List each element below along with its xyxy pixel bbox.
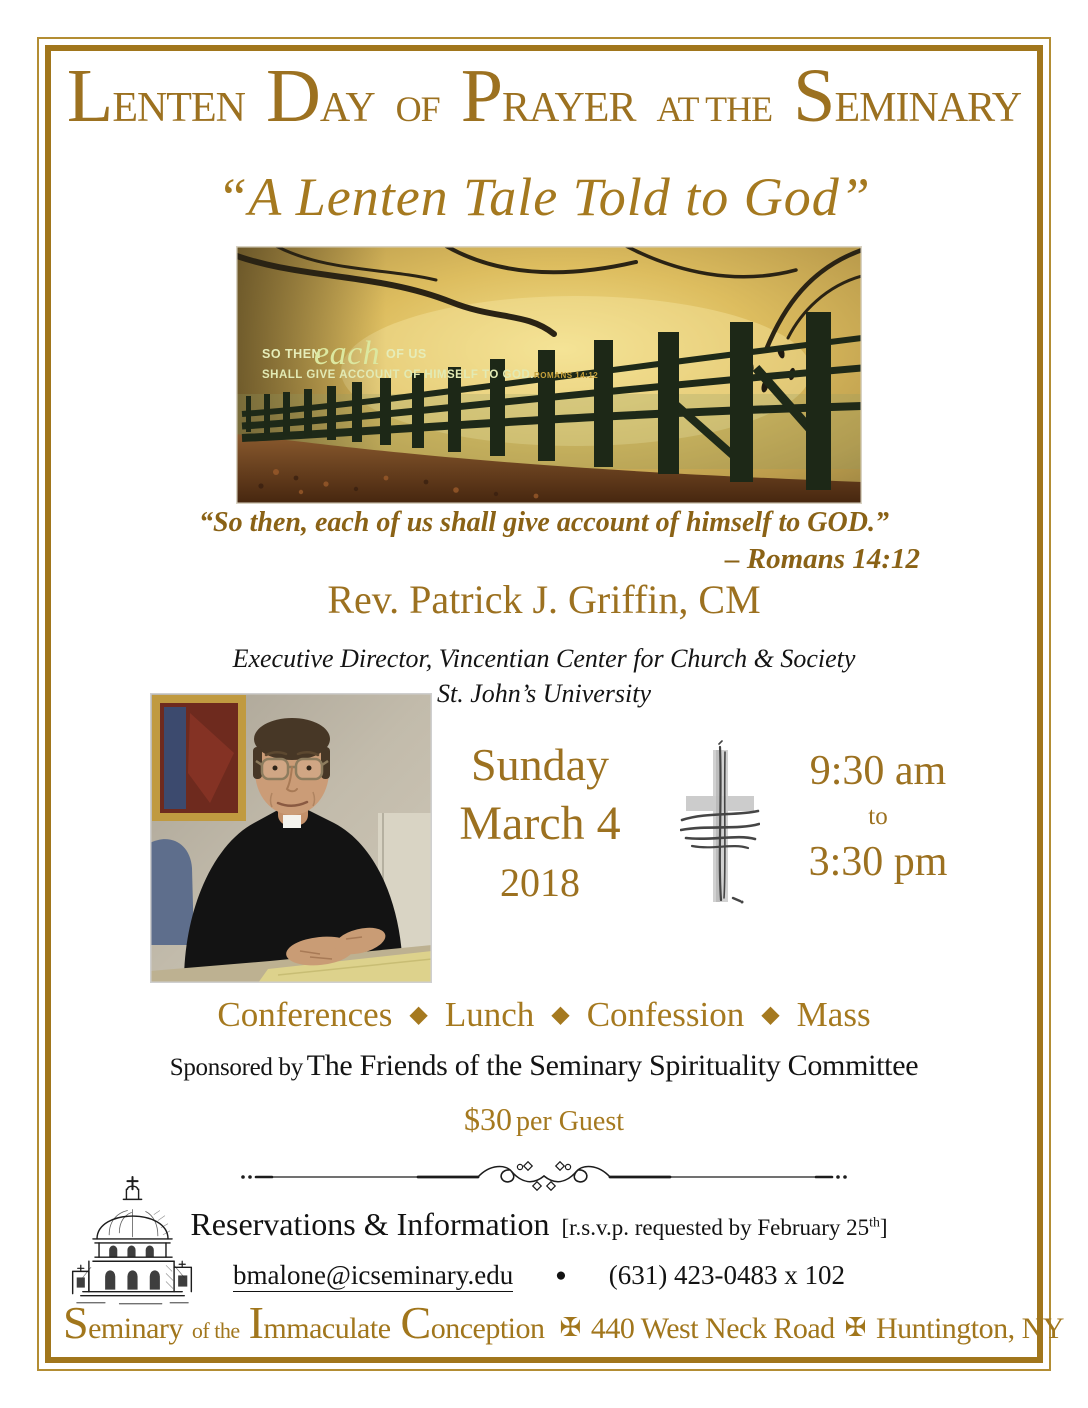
activity-item: Lunch (444, 995, 535, 1034)
hero-overlay-line2: SHALL GIVE ACCOUNT OF HIMSELF TO GOD. (262, 369, 534, 381)
footer-word: Immaculate (248, 1297, 391, 1348)
seminary-building-icon (68, 1174, 196, 1316)
maltese-cross-icon: ✠ (844, 1313, 866, 1342)
rsvp-note: [r.s.v.p. requested by February 25th] (561, 1214, 888, 1240)
diamond-separator: ◆ (409, 1002, 428, 1028)
diamond-separator: ◆ (551, 1002, 570, 1028)
end-time: 3:30 pm (808, 838, 948, 885)
activity-item: Mass (796, 995, 871, 1034)
speaker-photo (150, 693, 432, 983)
reservations-heading: Reservations & Information (190, 1206, 550, 1242)
activities-row (0, 995, 1088, 1035)
speaker-role: Executive Director, Vincentian Center for Church & Society (232, 644, 856, 673)
price-unit: per Guest (515, 1106, 625, 1137)
priest-portrait-image (150, 693, 432, 983)
footer-word: Seminary (63, 1297, 183, 1348)
activity-item: Confession (586, 995, 745, 1034)
event-date: March 4 (459, 796, 621, 850)
church-drawing (68, 1174, 196, 1316)
event-date-block (428, 736, 652, 912)
diamond-separator: ◆ (761, 1002, 780, 1028)
sponsor-prefix: Sponsored by (169, 1054, 303, 1081)
title-word: SEMINARY (793, 54, 1022, 138)
title-connector: AT THE (656, 89, 773, 129)
title-word: DAY (265, 54, 375, 138)
start-time: 9:30 am (809, 748, 947, 794)
sponsor-line (0, 1049, 1088, 1083)
event-time-block (780, 744, 976, 889)
footer-word: Conception (400, 1297, 545, 1348)
hero-overlay-each: each (314, 335, 381, 372)
sponsor-name: The Friends of the Seminary Spirituality Committee (306, 1049, 919, 1082)
page-title (0, 54, 1088, 138)
title-word: PRAYER (460, 54, 636, 138)
sketched-cross-icon (680, 740, 760, 910)
footer-address-line (58, 1297, 1064, 1348)
price-line (0, 1101, 1088, 1138)
city-state: Huntington, NY (875, 1312, 1064, 1345)
fence-landscape-image (236, 246, 862, 504)
time-connector: to (868, 802, 888, 830)
speaker-name: Rev. Patrick J. Griffin, CM (327, 577, 761, 622)
hero-overlay-so-then: SO THEN (262, 347, 322, 361)
contact-phone: (631) 423-0483 x 102 (608, 1260, 845, 1290)
contact-line (100, 1260, 978, 1291)
hero-image (236, 246, 862, 504)
event-theme-subtitle: “A Lenten Tale Told to God” (217, 167, 871, 227)
cross-icon (680, 740, 760, 910)
hero-overlay-of-us: OF US (386, 347, 427, 361)
event-day: Sunday (471, 739, 609, 790)
reservations-line (100, 1206, 978, 1243)
price-amount: $30 (463, 1101, 512, 1137)
scripture-attribution: – Romans 14:12 (725, 543, 920, 575)
title-connector: OF (395, 89, 440, 129)
bullet-separator: ● (555, 1265, 567, 1286)
hero-overlay-reference: ROMANS 14:12 (534, 371, 599, 380)
title-word: LENTEN (66, 54, 245, 138)
street-address: 440 West Neck Road (590, 1312, 835, 1345)
event-year: 2018 (500, 859, 580, 905)
contact-email: bmalone@icseminary.edu (233, 1260, 514, 1290)
maltese-cross-icon: ✠ (559, 1313, 581, 1342)
speaker-organization: St. John’s University (437, 679, 651, 708)
footer-connector: of the (191, 1318, 240, 1343)
ornamental-divider (238, 1156, 850, 1198)
scripture-quote: “So then, each of us shall give account of himself to GOD.” (199, 507, 889, 538)
flourish-rule-icon (238, 1156, 850, 1198)
activity-item: Conferences (217, 995, 393, 1034)
